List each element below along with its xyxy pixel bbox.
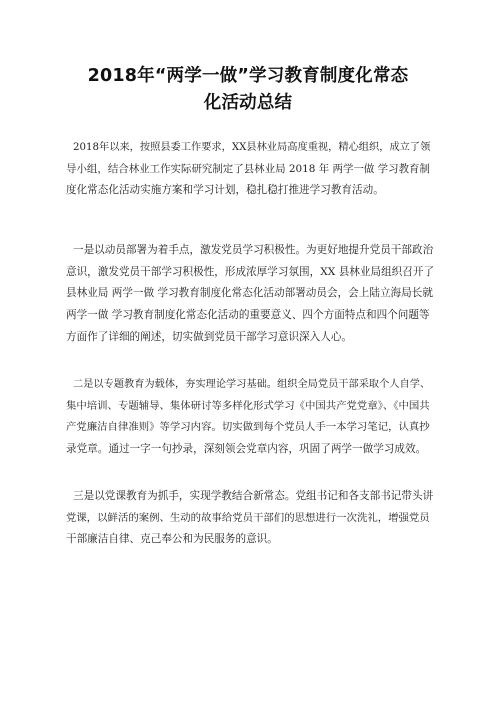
paragraph-line: 一是以动员部署为着手点，激发党员学习积极性。为更好地提升党员干部政治 — [73, 244, 434, 256]
paragraph-line: 三是以党课教育为抓手，实现学教结合新常态。党组书记和各支部书记带头讲 — [73, 490, 434, 502]
paragraph-first-point — [66, 240, 434, 349]
paragraph-line: 党课，以鲜活的案例、生动的故事给党员干部们的思想进行一次洗礼，增强党员 — [66, 511, 430, 524]
paragraph-line: 2018年以来，按照县委工作要求，XX县林业局高度重视，精心组织，成立了领 — [73, 142, 431, 153]
paragraph-line: 县林业局 两学一做 学习教育制度化常态化活动部署动员会，会上陆立海局长就 — [66, 287, 433, 300]
title-line-2: 化活动总结 — [203, 93, 293, 113]
paragraph-line: 二是以专题教育为载体，夯实理论学习基础。组织全局党员干部采取个人自学、 — [73, 379, 431, 390]
paragraph-line: 产党廉洁自律准则》等学习内容。切实做到每个党员人手一本学习笔记，认真抄 — [66, 421, 430, 434]
paragraph-line: 集中培训、专题辅导、集体研讨等多样化形式学习《中国共产党党章》、《中国共 — [66, 399, 430, 412]
paragraph-line: 两学一做 学习教育制度化常态化活动的重要意义、四个方面特点和四个问题等 — [66, 309, 430, 322]
document-title — [60, 63, 436, 117]
paragraph-line: 导小组，结合林业工作实际研究制定了县林业局 2018 年 两学一做 学习教育制 — [66, 162, 430, 175]
paragraph-line: 干部廉洁自律、克己奉公和为民服务的意识。 — [66, 533, 278, 546]
paragraph-line: 意识，激发党员干部学习积极性，形成浓厚学习氛围，XX 县林业局组织召开了 — [66, 265, 434, 278]
paragraph-second-point — [66, 374, 434, 461]
paragraph-third-point — [66, 486, 434, 551]
paragraph-line: 录党章。通过一字一句抄录，深刻领会党章内容，巩固了两学一做学习成效。 — [66, 443, 427, 456]
paragraph-intro — [66, 137, 434, 202]
paragraph-line: 方面作了详细的阐述，切实做到党员干部学习意识深入人心。 — [66, 330, 353, 343]
paragraph-line: 度化常态化活动实施方案和学习计划，稳扎稳打推进学习教育活动。 — [66, 184, 384, 197]
title-line-1: 2018年“两学一做”学习教育制度化常态 — [87, 66, 409, 86]
